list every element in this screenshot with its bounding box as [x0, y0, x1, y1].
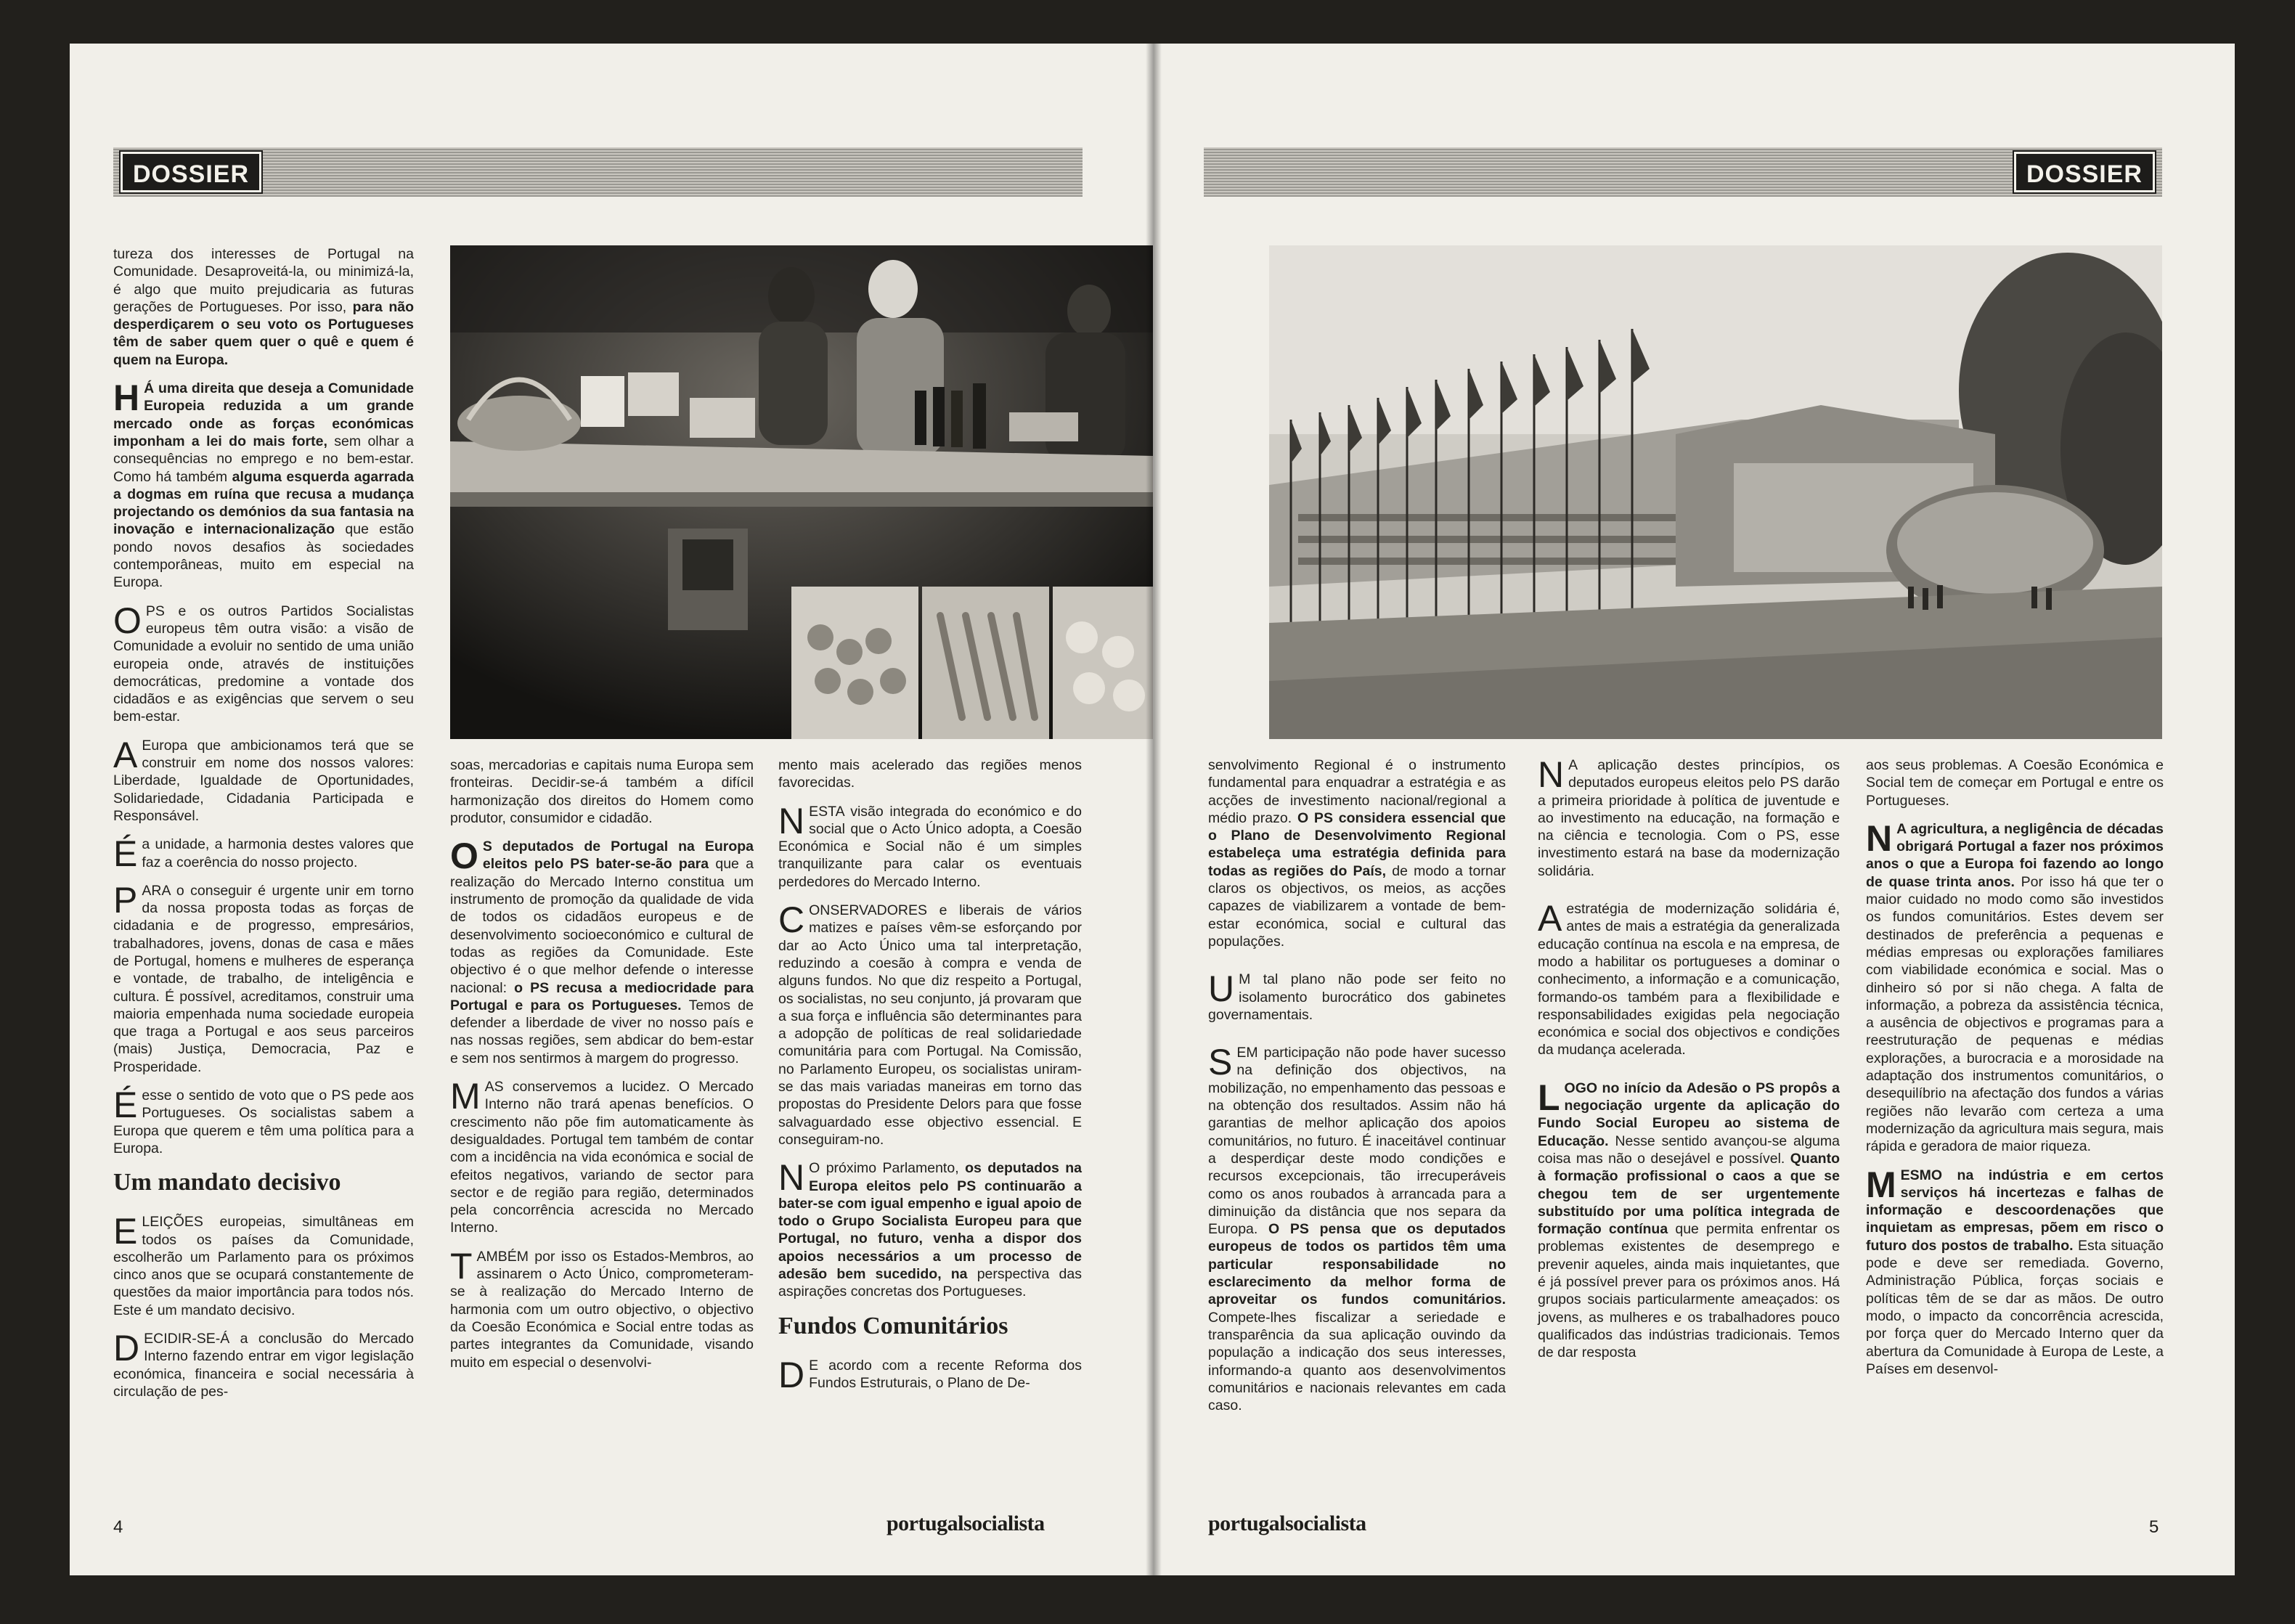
text: ESTA visão integrada do económico e do social que o Acto Único adopta, a Coesão Económica e Social não é um simples tranquilizante para calar os eventuais perdedores do Mercado Interno. [778, 803, 1082, 890]
text-bold: os deputados na Europa eleitos pelo PS continuarão a bater-se com igual empenho e igual apoio de todo o Grupo Socialista Europeu para que Portugal, no futuro, venha a dispor dos apoios necessários a um processo de adesão bem sucedido, na [778, 1160, 1083, 1283]
drop-cap: N [1538, 754, 1565, 795]
drop-cap: N [778, 800, 805, 841]
drop-cap: S [1208, 1042, 1233, 1083]
drop-cap: E [113, 1211, 138, 1252]
text: LEIÇÕES europeias, simultâneas em todos os países da Comunidade, escolherão um Parlamento para os próximos cinco anos que se ocupará constantemente de questões da maior importância para todos nós. Este é um mandato decisivo. [113, 1214, 414, 1318]
text: que a realização do Mercado Interno constitua um instrumento de promoção da qualidade de vida de todos os cidadãos europeus e de desenvolvimento socioeconómico e cultural de todas as regiões da Comunidade. Este objectivo é o que melhor defende o interesse nacional: [450, 856, 754, 996]
text-bold: Quanto à formação profissional o caos a que se chegou tem de ser urgentemente substituído por uma política integrada de formação contínua [1538, 1150, 1840, 1238]
text-bold: A agricultura, a negligência de décadas obrigará Portugal a fazer nos próximos anos o que a Europa foi fazendo ao longo de quase trinta anos. [1866, 820, 2164, 890]
drop-cap: C [778, 899, 805, 941]
drop-cap: N [1866, 817, 1893, 859]
right-column-1 [1208, 756, 1506, 1414]
text: Compete-lhes fiscalizar a seriedade e transparência da sua aplicação ouvindo da população a indicação dos seus interesses, informando-a quanto aos desenvolvimentos comunitários e nacionais relevantes em cada caso. [1208, 1309, 1506, 1414]
text: A aplicação destes princípios, os deputados europeus eleitos pelo PS darão a primeira prioridade à política de juventude e ao investimento na educação, na formação e na ciência e tecnologia. Com o PS, esse investimento estará na base da modernização solidária. [1538, 757, 1840, 879]
drop-cap: M [450, 1076, 481, 1117]
text: M tal plano não pode ser feito no isolamento burocrático dos gabinetes governamentais. [1208, 971, 1506, 1023]
drop-cap: D [778, 1354, 805, 1395]
text-bold: S deputados de Portugal na Europa eleitos pelo PS bater-se-ão para [482, 838, 754, 873]
drop-cap: L [1538, 1077, 1560, 1118]
masthead: portugalsocialista [886, 1511, 1045, 1535]
text-bold: OGO no início da Adesão o PS propôs a negociação urgente da aplicação do Fundo Social Europeu ao sistema de Educação. [1538, 1080, 1840, 1149]
drop-cap: D [113, 1328, 140, 1369]
text: AMBÉM por isso os Estados-Membros, ao assinarem o Acto Único, comprometeram-se à realização do Mercado Interno de harmonia com um outro objectivo, o objectivo da Coesão Económica e Social entre todas as partes integrantes da Comunidade, visando muito em especial o desenvolvi- [450, 1248, 754, 1371]
drop-cap: P [113, 879, 138, 921]
page-number: 5 [2149, 1517, 2159, 1537]
text: estratégia de modernização solidária é, antes de mais a estratégia da generalizada educação contínua na escola e na empresa, de modo a habilitar os portugueses a dominar o conhecimento, a informação e a comunicação, formando-os também para a flexibilidade e responsabilidades exigidas pela negociação económica e social dos objectivos e condições da mudança acelerada. [1538, 901, 1840, 1058]
text: ONSERVADORES e liberais de vários matizes e países vêm-se esforçando por dar ao Acto Único uma tal interpretação, reduzindo a coesão à compra e venda de alguns fundos. No que diz respeito a Portugal, os socialistas, no seu conjunto, já provaram que a sua força e influência são determinantes para a adopção de políticas de real solidariedade comunitária para com Portugal. Na Comissão, no Parlamento Europeu, os socialistas uniram-se das mais variadas maneiras em torno das propostas do Presidente Delors para que fosse salvaguardado esse objectivo essencial. E conseguiram-no. [778, 902, 1082, 1148]
drop-cap: O [450, 836, 478, 877]
parliament-photo [1269, 245, 2162, 739]
magazine-spread [57, 44, 2242, 1575]
left-page [70, 44, 1153, 1575]
text: que permita enfrentar os problemas existentes de desemprego e prevenir aqueles, ainda mais inquietantes, que é já possível prever para os próximos anos. Há grupos sociais particularmente ameaçados: os jovens, as mulheres e os trabalhadores pouco qualificados das indústrias tradicionais. Temos de dar resposta [1538, 1221, 1840, 1361]
text: ECIDIR-SE-Á a conclusão do Mercado Interno fazendo entrar em vigor legislação económica, financeira e social necessária à circulação de pes- [113, 1331, 414, 1400]
drop-cap: U [1208, 968, 1235, 1010]
text: que estão pondo novos desafios às sociedades contemporâneas, muito em especial na Europa. [113, 521, 415, 591]
text: a unidade, a harmonia destes valores que faz a coerência do nosso projecto. [142, 836, 414, 870]
text-bold: O PS considera essencial que o Plano de Desenvolvimento Regional estabeleça uma estratégia definida para todas as regiões do País, [1208, 809, 1506, 879]
drop-cap: A [1538, 898, 1562, 939]
right-column-2 [1538, 756, 1840, 1362]
text-bold: o PS recusa a mediocridade para Portugal e para os Portugueses. [450, 979, 754, 1013]
text: mento mais acelerado das regiões menos favorecidas. [778, 757, 1082, 791]
text: E acordo com a recente Reforma dos Fundos Estruturais, o Plano de De- [809, 1357, 1082, 1391]
market-stall-image [450, 245, 1153, 739]
drop-cap: N [778, 1157, 805, 1199]
text: ARA o conseguir é urgente unir em torno da nossa proposta todas as forças de cidadania e de progresso, empresários, trabalhadores, jovens, donas de casa e mães de Portugal, homens e mulheres de esperança e vontade, de trabalho, de inteligência e cultura. É possível, acreditamos, construir uma maioria empenhada numa sociedade europeia que traga a Portugal e aos seus parceiros (mais) Justiça, Democracia, Paz e Prosperidade. [113, 882, 414, 1075]
text-bold: O PS pensa que os deputados europeus de todos os partidos têm uma particular responsabilidade no esclarecimento da melhor forma de aproveitar os fundos comunitários. [1208, 1221, 1507, 1308]
text-bold: para não desperdiçarem o seu voto os Portugueses têm de saber quem quer o quê e quem é quem na Europa. [113, 298, 414, 368]
text: EM participação não pode haver sucesso na definição dos objectivos, na mobilização, no empenhamento das pessoas e na obtenção dos resultados. Assim não há garantias de melhor aplicação dos apoios comunitários, no futuro. É inaceitável continuar a desperdiçar deste modo condições e recursos excepcionais, tão irrecuperáveis como os anos roubados à arrancada para a diminuição da distância que nos separa da Europa. [1208, 1045, 1506, 1238]
european-parliament-image [1269, 245, 2162, 739]
section-heading: Fundos Comunitários [778, 1312, 1008, 1339]
text: sem olhar a consequências no emprego e no bem-estar. Como há também [113, 433, 414, 485]
market-photo [450, 245, 1153, 739]
masthead: portugalsocialista [1208, 1511, 1366, 1535]
right-column-3 [1866, 756, 2164, 1378]
drop-cap: É [113, 833, 138, 875]
text: Nesse sentido avançou-se alguma coisa mas não o desejável e possível. [1538, 1133, 1840, 1167]
text: Temos de defender a liberdade de viver no nosso país e nas nossas regiões, sem abdicar do bem-estar e sem nos sentirmos à margem do progresso. [450, 997, 754, 1066]
left-column-1 [113, 245, 414, 1400]
text-bold: ESMO na indústria e em certos serviços há incertezas e falhas de informação e descoordenações que inquietam as empresas, põem em risco o futuro dos postos de trabalho. [1866, 1167, 2164, 1254]
text: de modo a tornar claros os objectivos, os meios, as acções capazes de viabilizarem a vontade de bem-estar económica, social e cultural das populações. [1208, 862, 1506, 950]
text: soas, mercadorias e capitais numa Europa sem fronteiras. Decidir-se-á também a difícil harmonização dos direitos do Homem como produtor, consumidor e cidadão. [450, 757, 754, 826]
left-column-3 [778, 756, 1083, 1395]
left-column-2 [450, 756, 754, 1371]
text: Esta situação pode e deve ser remediada. Governo, Administração Pública, forças sociais e políticas têm de se dar as mãos. De outro modo, o impacto da concorrência acrescida, por força quer do Mercado Interno quer da abertura da Comunidade à Europa de Leste, a Países em desenvol- [1866, 1237, 2164, 1377]
text: Europa que ambicionamos terá que se construir em nome dos nossos valores: Liberdade, Igualdade de Oportunidades, Solidariedade, Cidadania Participada e Responsável. [113, 737, 414, 824]
drop-cap: O [113, 600, 142, 641]
drop-cap: H [113, 378, 140, 419]
drop-cap: A [113, 734, 138, 775]
text: senvolvimento Regional é o instrumento fundamental para enquadrar a estratégia e as acções de investimento nacional/regional a médio prazo. [1208, 757, 1506, 826]
text: O próximo Parlamento, [809, 1160, 959, 1177]
text: Por isso há que ter o maior cuidado no modo como são investidos os fundos comunitários. Estes devem ser destinados de preferência a pequenas e médias empresas ou explorações familiares com viabilidade económica e social. Mas o dinheiro só por si não chega. A falta de informação, a pobreza da assistência técnica, a ausência de objectivos e programas para a reestruturação de pequenas e médias explorações, a burocracia e a morosidade na adaptação dos instrumentos comunitários, o desequilíbrio na afectação dos fundos a várias regiões não levarão com certeza a uma modernização da agricultura mais segura, mais rápida e geradora de maior riqueza. [1866, 873, 2164, 1155]
text: esse o sentido de voto que o PS pede aos Portugueses. Os socialistas sabem a Europa que querem e têm uma política para a Europa. [113, 1088, 414, 1156]
dossier-header-bar [1204, 147, 2162, 197]
text-bold: Á uma direita que deseja a Comunidade Europeia reduzida a um grande mercado onde as forças económicas imponham a lei do mais forte, [113, 380, 414, 449]
section-heading: Um mandato decisivo [113, 1169, 341, 1196]
text: tureza dos interesses de Portugal na Comunidade. Desaproveitá-la, ou minimizá-la, é algo que muito prejudicaria as futuras gerações de Portugueses. Por isso, [113, 246, 414, 315]
right-page [1153, 44, 2235, 1575]
dossier-tag: DOSSIER [2014, 152, 2155, 192]
page-gutter [1146, 44, 1162, 1575]
dossier-header-bar [113, 147, 1083, 197]
page-number: 4 [113, 1517, 123, 1537]
drop-cap: É [113, 1085, 138, 1126]
text-bold: alguma esquerda agarrada a dogmas em ruína que recusa a mudança projectando os demónios da sua fantasia na inovação e internacionalização [113, 468, 415, 538]
text: perspectiva das aspirações concretas dos Portugueses. [778, 1266, 1082, 1300]
dossier-tag: DOSSIER [121, 152, 261, 192]
text: PS e os outros Partidos Socialistas europeus têm outra visão: a visão de Comunidade a evoluir no sentido de uma união europeia onde, através de instituições democráticas, predomine a vontade dos cidadãos e as exigências que servem o seu bem-estar. [113, 603, 414, 725]
drop-cap: M [1866, 1164, 1896, 1205]
text: aos seus problemas. A Coesão Económica e Social tem de começar em Portugal e entre os Portugueses. [1866, 757, 2164, 809]
drop-cap: T [450, 1245, 473, 1286]
text: AS conservemos a lucidez. O Mercado Interno não trará apenas benefícios. O crescimento não põe fim automaticamente às desigualdades. Portugal tem também de contar com a incidência na vida económica e social de efeitos negativos, variando de sector para sector e de região para região, determinados pela concorrência acrescida no Mercado Interno. [450, 1079, 754, 1236]
